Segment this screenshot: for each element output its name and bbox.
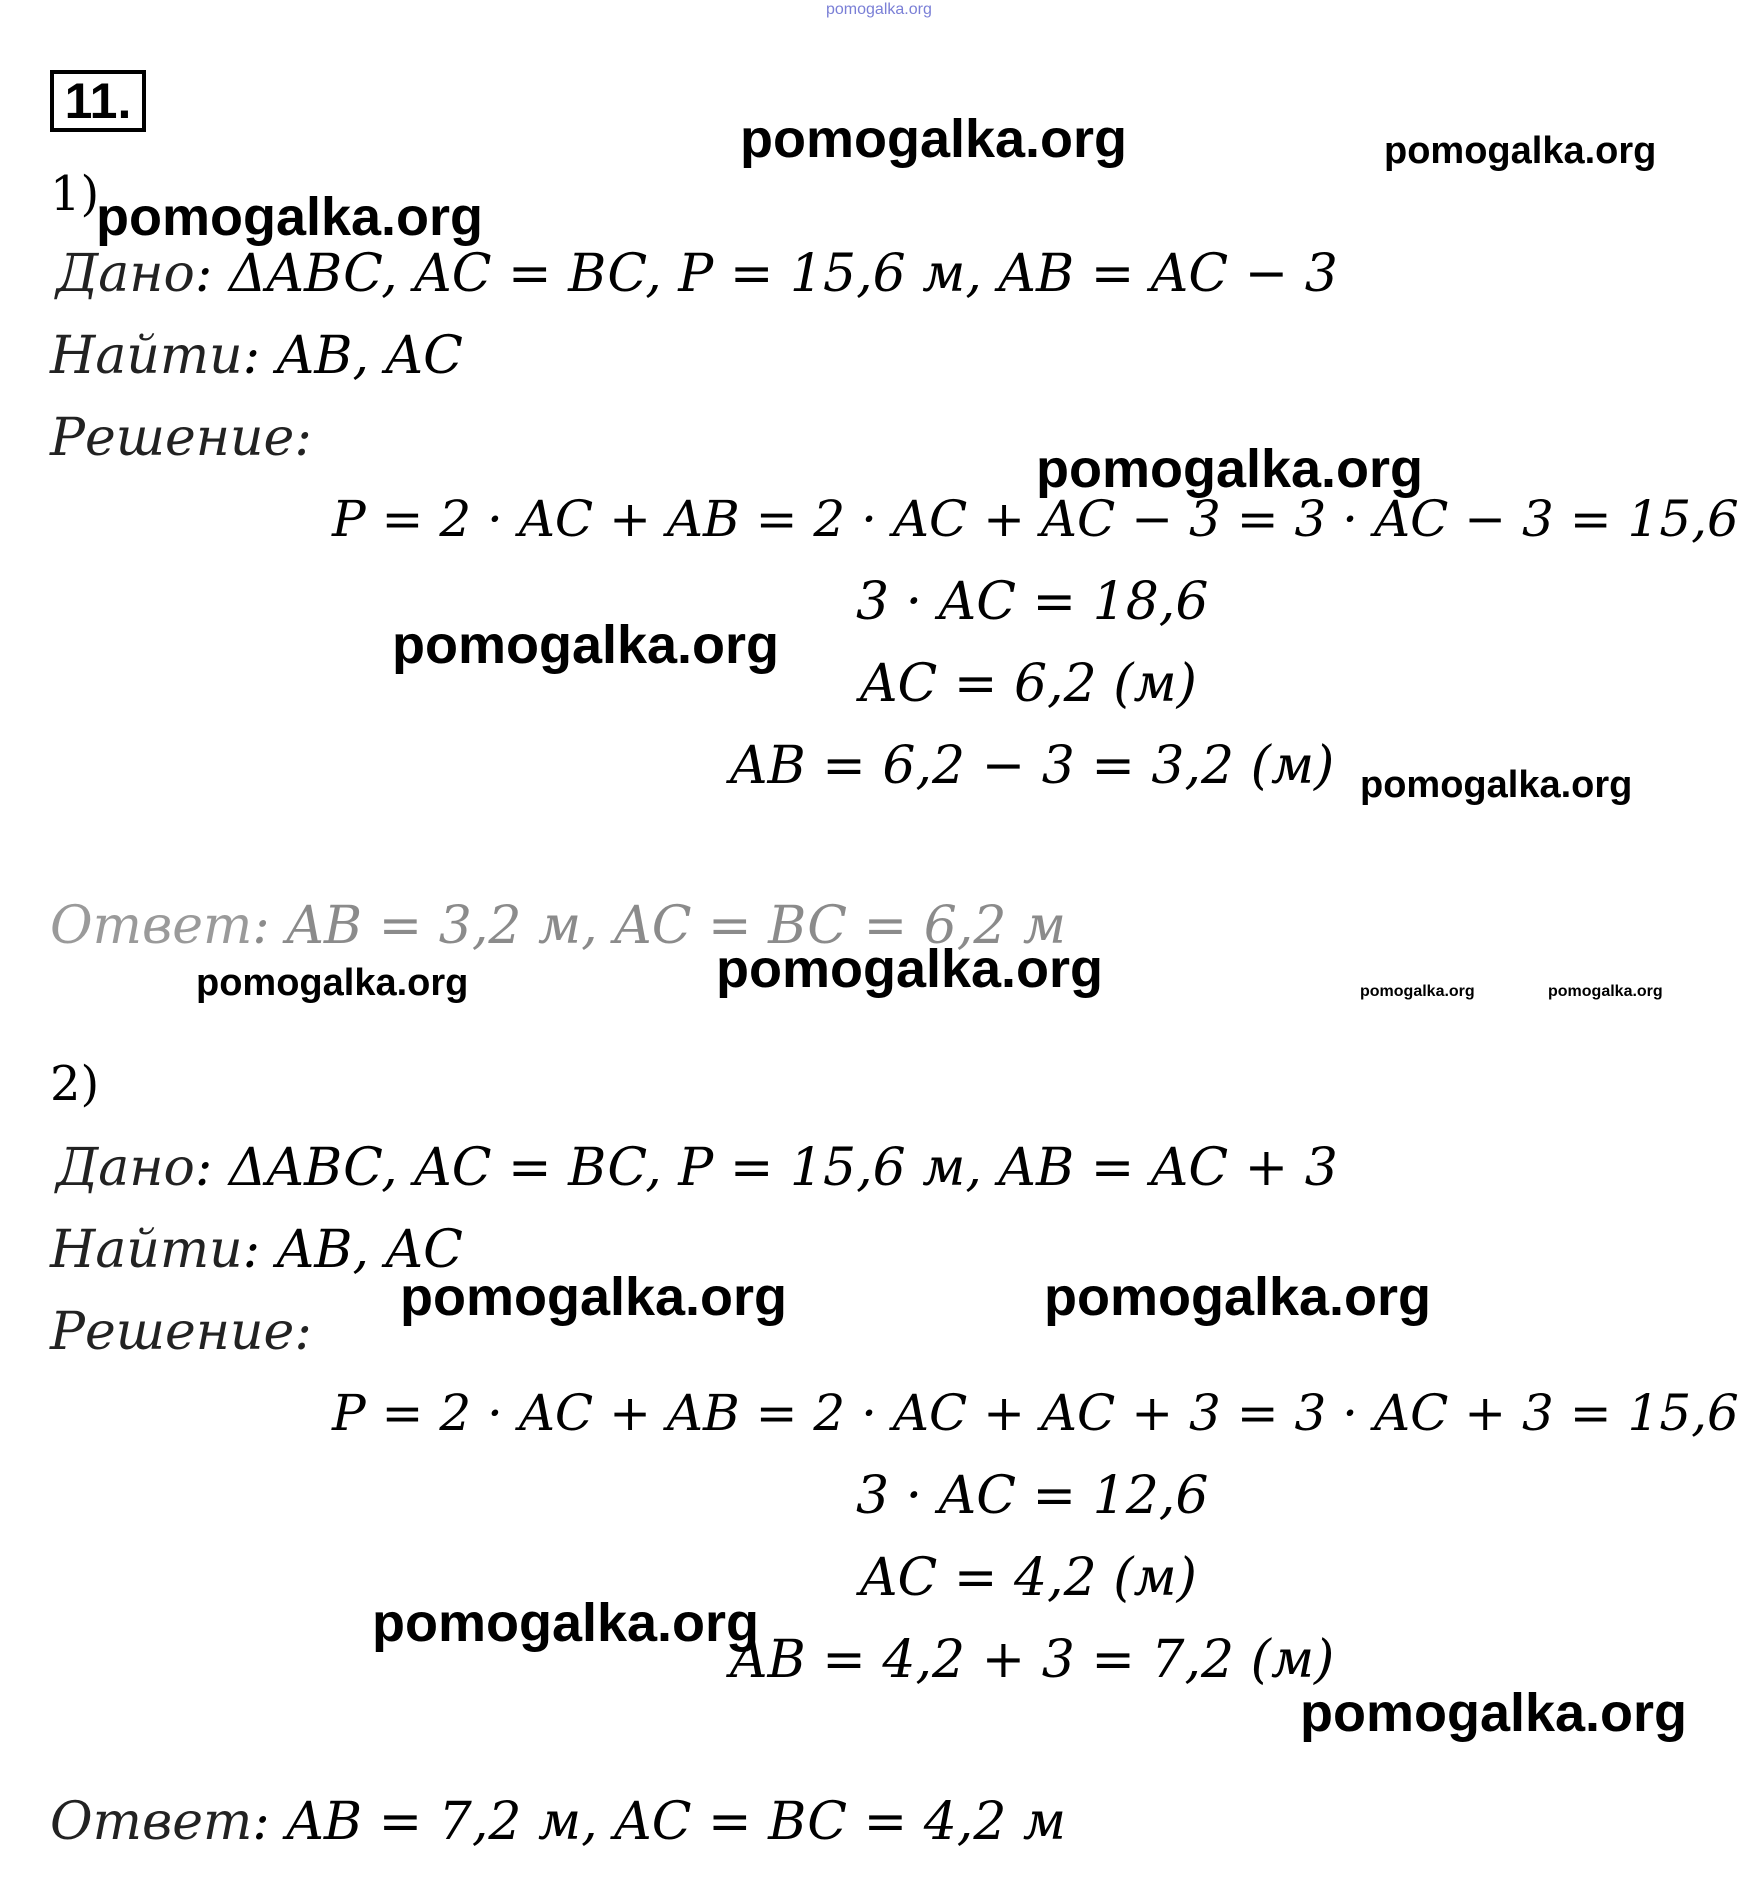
watermark: pomogalka.org: [1044, 1267, 1432, 1327]
watermark: pomogalka.org: [400, 1267, 788, 1327]
part2-solution-label: Решение: [50, 1302, 295, 1362]
part2-answer-label: Ответ: [50, 1792, 253, 1852]
part2-number: 2): [50, 1056, 100, 1112]
part1-find-text: : AB, AC: [242, 326, 463, 386]
part1-answer-text: : AB = 3,2 м, AC = BC = 6,2 м: [252, 896, 1067, 956]
part1-answer-label: Ответ: [50, 896, 253, 956]
part2-given: [56, 1138, 1338, 1198]
part2-find-text: : AB, AC: [242, 1220, 463, 1280]
part2-equation-4: AB = 4,2 + 3 = 7,2 (м): [730, 1630, 1335, 1690]
part1-given-label: Дано: [56, 244, 195, 304]
part1-given-text: : ΔABC, AC = BC, P = 15,6 м, AB = AC − 3: [194, 244, 1338, 304]
part1-equation-3: AC = 6,2 (м): [860, 654, 1197, 714]
watermark: pomogalka.org: [1360, 764, 1633, 806]
watermark: pomogalka.org: [716, 939, 1104, 999]
watermark-top: pomogalka.org: [826, 1, 932, 18]
watermark: pomogalka.org: [1548, 983, 1663, 1000]
part1-equation-2: 3 · AC = 18,6: [856, 572, 1209, 632]
part2-solution-heading: Решение:: [50, 1302, 312, 1362]
part1-number: 1): [50, 166, 100, 222]
part1-equation-1: P = 2 · AC + AB = 2 · AC + AC − 3 = 3 · AC − 3 = 15,6: [332, 490, 1739, 548]
part1-equation-4: AB = 6,2 − 3 = 3,2 (м): [730, 736, 1335, 796]
watermark: pomogalka.org: [372, 1593, 760, 1653]
part2-find-label: Найти: [50, 1220, 243, 1280]
part2-equation-2: 3 · AC = 12,6: [856, 1466, 1209, 1526]
watermark: pomogalka.org: [1300, 1683, 1688, 1743]
watermark: pomogalka.org: [1360, 983, 1475, 1000]
problem-number: 11.: [50, 70, 146, 132]
part2-equation-1: P = 2 · AC + AB = 2 · AC + AC + 3 = 3 · AC + 3 = 15,6: [332, 1384, 1739, 1442]
part2-given-text: : ΔABC, AC = BC, P = 15,6 м, AB = AC + 3: [194, 1138, 1338, 1198]
watermark: pomogalka.org: [1384, 130, 1657, 172]
part1-given: [56, 244, 1338, 304]
part2-answer: [50, 1792, 1067, 1852]
watermark: pomogalka.org: [96, 187, 484, 247]
part1-find: [50, 326, 463, 386]
watermark: pomogalka.org: [1036, 439, 1424, 499]
part2-equation-3: AC = 4,2 (м): [860, 1548, 1197, 1608]
part1-find-label: Найти: [50, 326, 243, 386]
part1-solution-heading: Решение:: [50, 408, 312, 468]
part1-solution-label: Решение: [50, 408, 295, 468]
watermark: pomogalka.org: [740, 109, 1128, 169]
part2-given-label: Дано: [56, 1138, 195, 1198]
watermark: pomogalka.org: [392, 615, 780, 675]
watermark: pomogalka.org: [196, 962, 469, 1004]
part2-answer-text: : AB = 7,2 м, AC = BC = 4,2 м: [252, 1792, 1067, 1852]
